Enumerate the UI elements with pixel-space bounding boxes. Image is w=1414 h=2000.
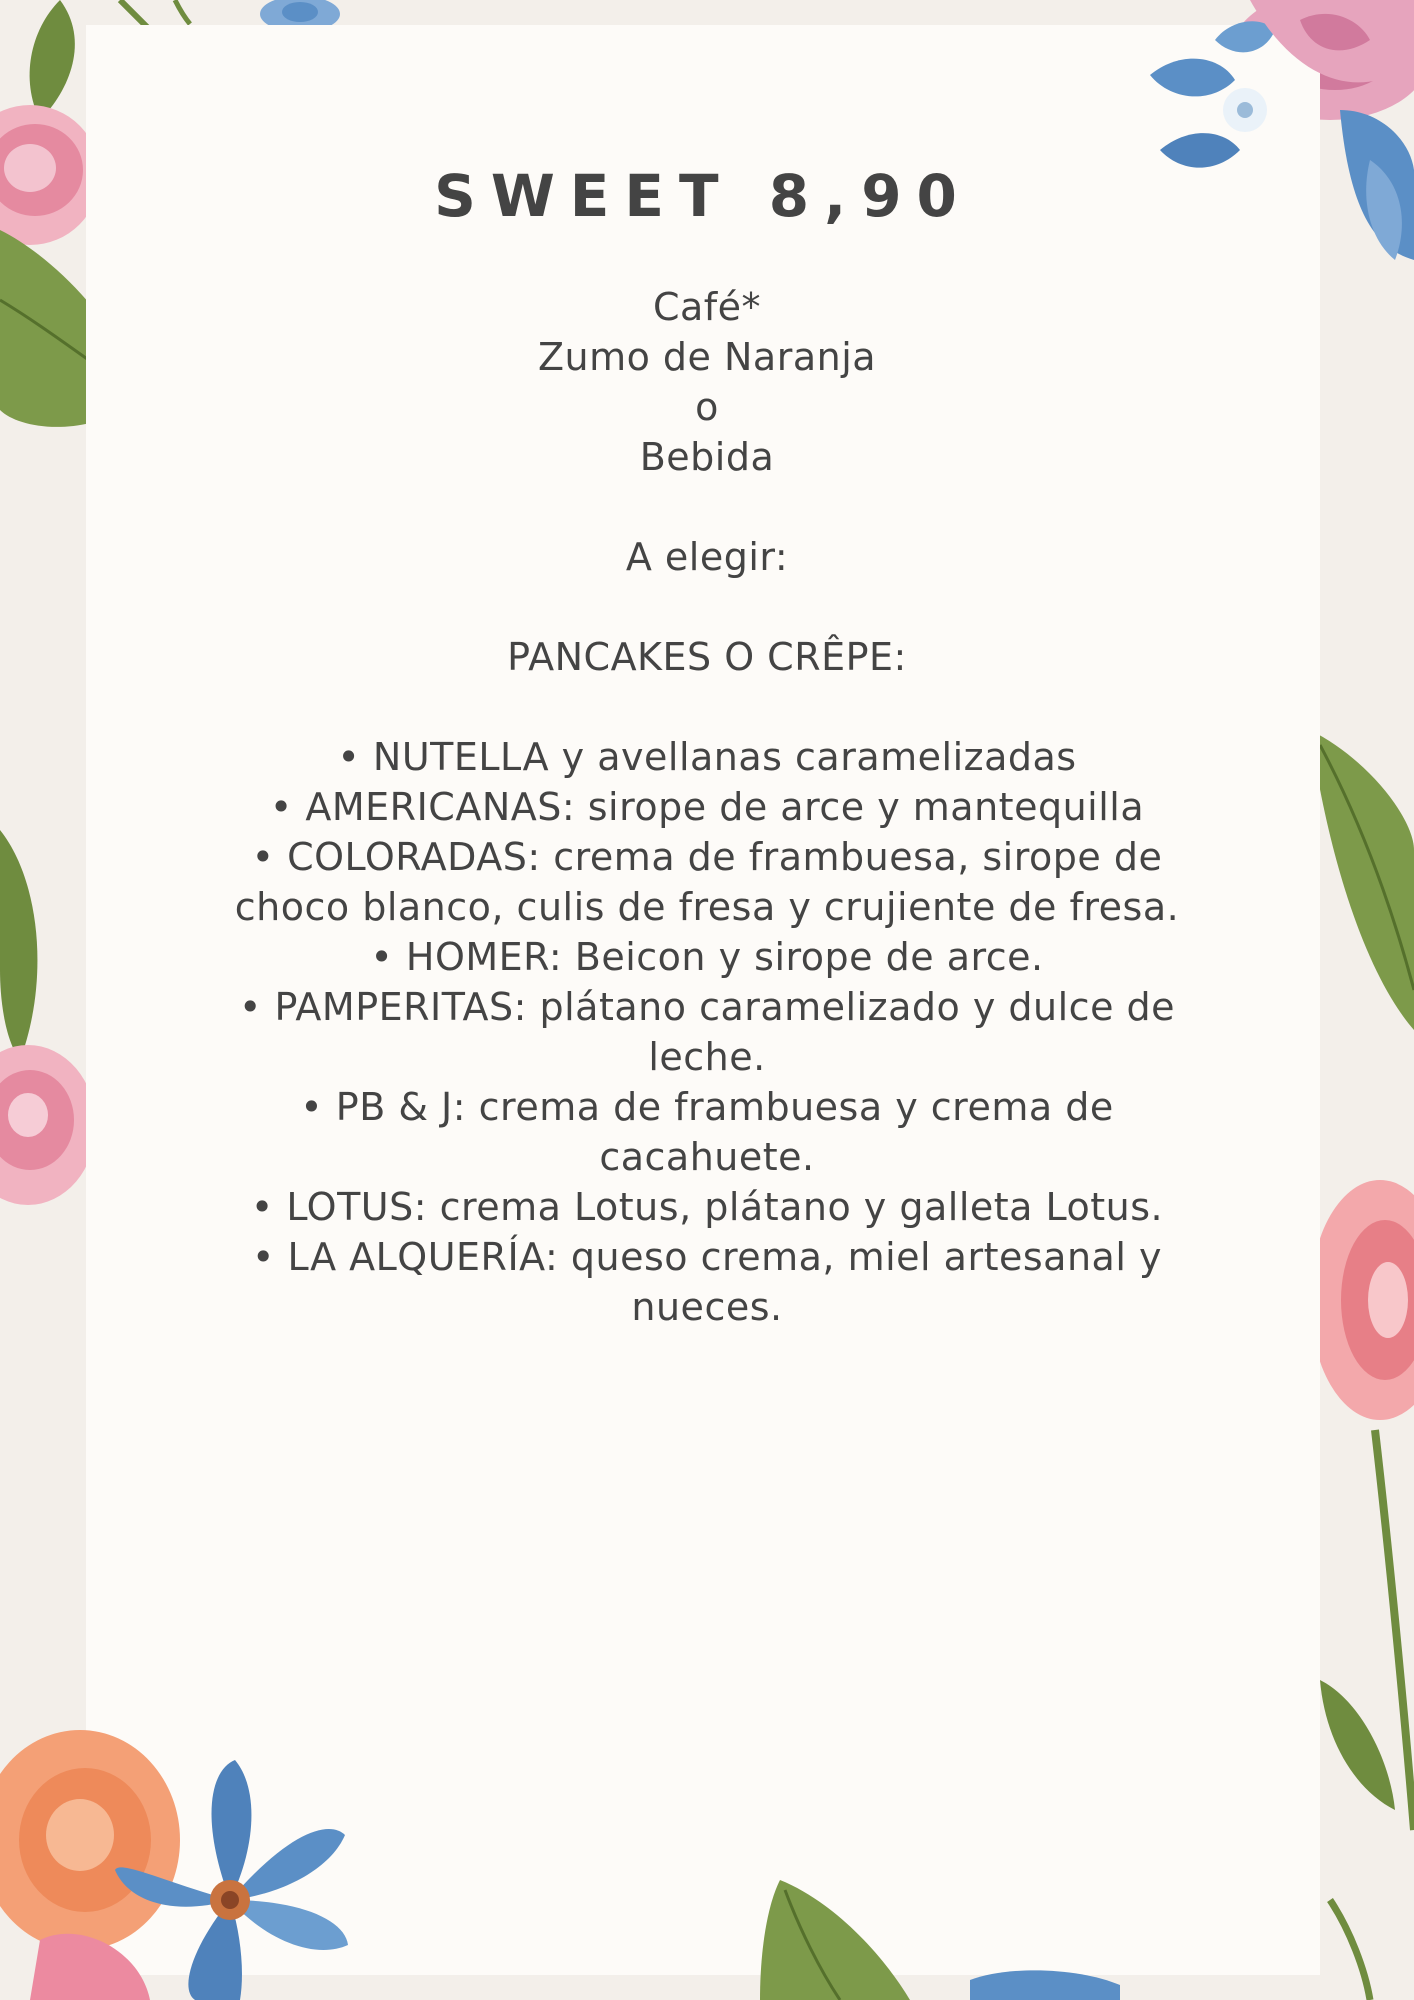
- spacer: [200, 582, 1214, 632]
- menu-item: • LOTUS: crema Lotus, plátano y galleta Lotus.: [250, 1185, 1164, 1229]
- spacer: [200, 482, 1214, 532]
- drink-option-coffee: Café*: [652, 285, 762, 329]
- right-pink-rose-icon: [1310, 1180, 1414, 1420]
- spacer: [200, 682, 1214, 732]
- drink-option-orange-juice: Zumo de Naranja: [537, 335, 877, 379]
- left-lower-leaf-icon: [0, 830, 37, 1060]
- menu-item: • LA ALQUERÍA: queso crema, miel artesanal y nueces.: [252, 1235, 1162, 1329]
- menu-item: • PB & J: crema de frambuesa y crema de cacahuete.: [300, 1085, 1114, 1179]
- section-label: PANCAKES O CRÊPE:: [507, 635, 907, 679]
- menu-item: • NUTELLA y avellanas caramelizadas: [337, 735, 1077, 779]
- right-leaf-icon: [1310, 730, 1414, 1030]
- choose-label: A elegir:: [625, 535, 789, 579]
- drink-option-or: o: [695, 385, 719, 429]
- left-lower-pink-rose-icon: [0, 1045, 96, 1205]
- menu-item: • AMERICANAS: sirope de arce y mantequilla: [269, 785, 1145, 829]
- menu-item: • HOMER: Beicon y sirope de arce.: [370, 935, 1044, 979]
- right-stem-icon: [1320, 1430, 1414, 2000]
- menu-title: SWEET 8,90: [434, 162, 972, 230]
- menu-body: [200, 282, 1214, 1332]
- drink-option-beverage: Bebida: [639, 435, 775, 479]
- left-pink-rose-icon: [0, 105, 100, 245]
- menu-item: • COLORADAS: crema de frambuesa, sirope de choco blanco, culis de fresa y crujiente de fresa.: [234, 835, 1180, 929]
- menu-item: • PAMPERITAS: plátano caramelizado y dulce de leche.: [238, 985, 1176, 1079]
